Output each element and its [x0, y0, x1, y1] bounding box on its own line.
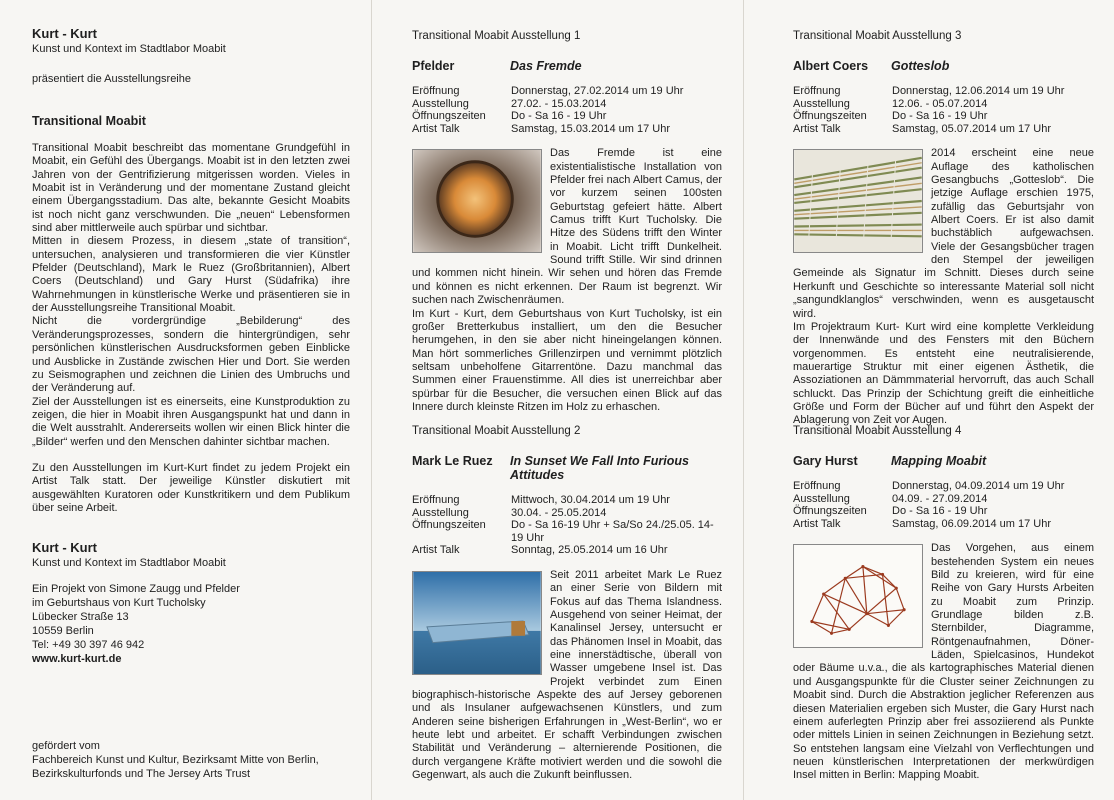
exhibition-2: [412, 424, 722, 782]
exhibition-info-table: [412, 85, 683, 135]
exhibition-text: Seit 2011 arbeitet Mark Le Ruez an einer Serie von Bildern mit Fokus auf das Thema Islandness. Ausgehend von seiner Heimat, der Kanalinsel Jersey, untersucht er das Phänomen Insel in Moabit, das eine innerstädtische, überall von Wasser umgebene Insel ist. Das Projekt verbindet zum Einen biographisch-historische Aspekte des auf Jersey geborenen und als Insulaner aufgewachsenen Künstlers, und zum Anderen seine bisherigen Erfahrungen in „West-Berlin“, wo er heute lebt und arbeitet. Er schafft Verbindungen zwischen Stabilität und Veränderung – alternierende Positionen, die durch vergangene Kräfte motiviert werden und die sowohl die Gegenwart, als auch die Zukunft beinflussen.: [412, 568, 722, 782]
exhibition-header: Transitional Moabit Ausstellung 4: [793, 425, 962, 437]
funded-by-label: gefördert vom: [32, 740, 100, 752]
hours-label: Öffnungszeiten: [793, 110, 867, 123]
artist-name: Mark Le Ruez: [412, 454, 493, 468]
work-title: Mapping Moabit: [891, 454, 987, 468]
contact-block: [32, 540, 350, 667]
exhibition-text: 2014 erscheint eine neue Auflage des katholischen Gesangbuchs „Gotteslob“. Die jetzige Auflage erschien 1975, zufällig das Geburtsjahr von Albert Coers. Er ist also damit buchstäblich aufgewachsen. Viele der Gesangsbücher tragen den Stempel der jeweiligen Gemeinde als Signatur im Schnitt. Dieses durch seine Herkunft und Geschichte so interessante Material soll nicht „sangundklanglos“ verschwinden, wenn es ausgetauscht wird. Im Projektraum Kurt- Kurt wird eine komplette Verkleidung der Innenwände und des Fensters mit den Büchern vorgenommen. Es entsteht eine neutralisierende, mauerartige Struktur mit einer eigenen Ästhetik, die Assoziationen an Dämmmaterial hervorruft, das auch Schall schluckt. Das Prinzip der Schichtung greift die einheitliche Größe und Form der Bücher auf und führt den Aspekt der Ablagerung von Zeit vor Augen.: [793, 147, 1094, 427]
exhibition-header: Transitional Moabit Ausstellung 2: [412, 425, 581, 437]
hurst-artwork-image: [793, 544, 923, 648]
column-exhibitions-1-2: [372, 0, 744, 800]
funding-block: [32, 739, 350, 781]
exhibition-header: Transitional Moabit Ausstellung 3: [793, 30, 962, 42]
talk-value: Sonntag, 25.05.2014 um 16 Uhr: [511, 544, 668, 557]
talk-label: Artist Talk: [793, 122, 841, 135]
website-link[interactable]: www.kurt-kurt.de: [32, 653, 122, 665]
series-title: Transitional Moabit: [32, 114, 146, 128]
opening-label: Eröffnung: [793, 85, 841, 97]
work-title: Das Fremde: [510, 59, 582, 73]
intro-column: [0, 0, 372, 800]
exhibition-4: [793, 424, 1094, 783]
opening-label: Eröffnung: [793, 480, 841, 492]
address-city: 10559 Berlin: [32, 625, 94, 637]
artist-name: Pfelder: [412, 59, 455, 73]
artist-name: Albert Coers: [793, 59, 869, 73]
project-line-2: im Geburtshaus von Kurt Tucholsky: [32, 597, 206, 609]
opening-value: Donnerstag, 27.02.2014 um 19 Uhr: [511, 85, 684, 97]
exhibition-header: Transitional Moabit Ausstellung 1: [412, 30, 581, 42]
hours-value: Do - Sa 16 - 19 Uhr: [892, 110, 988, 123]
opening-label: Eröffnung: [412, 85, 460, 97]
exhibition-value: 04.09. - 27.09.2014: [892, 492, 988, 505]
exhibition-3: [793, 29, 1094, 428]
hours-value: Do - Sa 16-19 Uhr + Sa/So 24./25.05. 14-19 Uhr: [511, 519, 714, 544]
funder-line-2: Bezirkskulturfonds und The Jersey Arts Trust: [32, 768, 251, 780]
contact-subtitle: Kunst und Kontext im Stadtlabor Moabit: [32, 557, 226, 569]
talk-label: Artist Talk: [793, 517, 841, 530]
exhibition-label: Ausstellung: [793, 97, 850, 110]
pfelder-artwork-image: [412, 149, 542, 253]
address-street: Lübecker Straße 13: [32, 611, 129, 623]
exhibition-text: Das Vorgehen, aus einem bestehenden System ein neues Bild zu kreieren, wird für eine Reihe von Gary Hursts Arbeiten zu Moabit zum Prinzip. Grundlage bilden z.B. Sternbilder, Diagramme, Röntgenaufnahmen, Döner-Läden, Spielcasinos, Hundekot oder Bäume u.v.a., die als kartographisches Material dienen und Ausgangspunkte für die Cluster seiner Zeichnungen zu Moabit sind. Durch die Abstraktion jeglicher Referenzen aus diesen Materialien ergeben sich Muster, die Gary Hurst nach einem auferlegten Prinzip aber frei assoziierend als Punkte oder mittels Linien in seinen Zeichnungen in Beziehung setzt. So entstehen langsam eine Vielzahl von Verflechtungen und neuen künstlerischen Interpretationen der merkwürdigen Insel mitten in Berlin: Mapping Moabit.: [793, 542, 1094, 782]
exhibition-label: Ausstellung: [412, 506, 469, 519]
brand-title: Kurt - Kurt: [32, 26, 97, 41]
opening-value: Mittwoch, 30.04.2014 um 19 Uhr: [511, 494, 670, 506]
hours-label: Öffnungszeiten: [412, 110, 486, 123]
project-line-1: Ein Projekt von Simone Zaugg und Pfelder: [32, 583, 240, 595]
series-intro-text: Transitional Moabit beschreibt das momentane Grundgefühl in Moabit, ein Gefühl des Übergangs. Moabit ist in den letzten zwei Jahren von der Gentrifizierung mitgerissen worden. Vieles in Moabit ist in Veränderung und der momentane Zustand gleicht einem Übergangsstadium. Das alte, bekannte Gesicht Moabits ist noch nicht ganz verschwunden. Die „neuen“ Lebensformen sind aber mittlerweile auch spürbar und sichtbar. Mitten in diesem Prozess, in diesem „state of transition“, untersuchen, analysieren und transformieren die vier Künstler Pfelder (Deutschland), Mark le Ruez (Großbritannien), Albert Coers (Deutschland) und Gary Hurst (Südafrika) ihre Wahrnehmungen in künstlerische Werke und präsentieren sie in der Ausstellungsreihe Transitional Moabit. Nicht die vordergründige „Bebilderung“ des Veränderungsprozesses, sondern die hintergründigen, sehr persönlichen künstlerischen Ausdrucksformen geben Einblicke und Ausblicke in Zustände zwischen Hier und Dort. Sie werden zu Seismographen und zeichnen die Linien des Umbruchs und der Veränderung auf. Ziel der Ausstellungen ist es einerseits, eine Kunstproduktion zu zeigen, die hier in Moabit ihren Ausgangspunkt hat und dann in die Welt ausstrahlt. Andererseits wollen wir einen Blick hinter die „Bilder“ werfen und den Menschen dahinter sichtbar machen.: [32, 142, 350, 448]
brand-subtitle: Kunst und Kontext im Stadtlabor Moabit: [32, 43, 226, 55]
opening-value: Donnerstag, 04.09.2014 um 19 Uhr: [892, 480, 1065, 492]
phone-number: Tel: +49 30 397 46 942: [32, 639, 145, 651]
talk-value: Samstag, 15.03.2014 um 17 Uhr: [511, 122, 670, 135]
exhibition-value: 12.06. - 05.07.2014: [892, 97, 988, 110]
funder-line-1: Fachbereich Kunst und Kultur, Bezirksamt Mitte von Berlin,: [32, 754, 319, 766]
hours-label: Öffnungszeiten: [412, 519, 486, 532]
opening-label: Eröffnung: [412, 494, 460, 506]
artist-talk-note: Zu den Ausstellungen im Kurt-Kurt findet zu jedem Projekt ein Artist Talk statt. Der jeweilige Künstler diskutiert mit ausgewählten Kuratoren oder Kunstkritikern und dem Publikum über seine Arbeit.: [32, 461, 350, 514]
exhibition-label: Ausstellung: [412, 97, 469, 110]
artist-name: Gary Hurst: [793, 454, 858, 468]
hours-value: Do - Sa 16 - 19 Uhr: [892, 505, 988, 518]
talk-value: Samstag, 05.07.2014 um 17 Uhr: [892, 122, 1051, 135]
exhibition-1: [412, 29, 722, 414]
exhibition-info-table: [793, 85, 1064, 135]
exhibition-label: Ausstellung: [793, 492, 850, 505]
talk-value: Samstag, 06.09.2014 um 17 Uhr: [892, 517, 1051, 530]
work-title: Gotteslob: [891, 59, 950, 73]
opening-value: Donnerstag, 12.06.2014 um 19 Uhr: [892, 85, 1065, 97]
le-ruez-artwork-image: [412, 571, 542, 675]
coers-artwork-image: [793, 149, 923, 253]
exhibition-text: Das Fremde ist eine existentialistische Installation von Pfelder frei nach Albert Camus, der vor kurzem seinen 100sten Geburtstag gefeiert hätte. Albert Camus trifft Kurt Tucholsky. Die Hitze des Südens trifft den Winter in Moabit. Licht trifft Dunkelheit. Sound trifft Stille. Wir sind drinnen und kommen nicht hinein. Wir sehen und hören das Fremde und können es nicht erkennen. Der Raum ist begrenzt. Wir suchen nach Zwischenräumen. Im Kurt - Kurt, dem Geburtshaus von Kurt Tucholsky, ist ein großer Bretterkubus installiert, um den die Besucher herumgehen, in den sie aber nicht hineingelangen können. Man hört sommerliches Grillenzirpen und vernimmt plötzlich seltsam unbeholfene Gitarrentöne. Dazu manchmal das Summen einer Frauenstimme. All dies ist unerreichbar aber spürbar für die Besucher, die versuchen einen Blick auf das Innere durch kleinste Ritzen im Holz zu erhaschen.: [412, 147, 722, 413]
presents-line: präsentiert die Ausstellungsreihe: [32, 73, 191, 85]
exhibition-info-table: [793, 480, 1064, 530]
hours-value: Do - Sa 16 - 19 Uhr: [511, 110, 607, 123]
talk-label: Artist Talk: [412, 122, 460, 135]
hours-label: Öffnungszeiten: [793, 505, 867, 518]
column-exhibitions-3-4: [744, 0, 1114, 800]
contact-brand: Kurt - Kurt: [32, 540, 97, 555]
talk-label: Artist Talk: [412, 544, 460, 557]
exhibition-info-table: [412, 494, 722, 557]
work-title: In Sunset We Fall Into Furious Attitudes: [510, 454, 689, 482]
exhibition-value: 27.02. - 15.03.2014: [511, 97, 607, 110]
exhibition-value: 30.04. - 25.05.2014: [511, 506, 607, 519]
